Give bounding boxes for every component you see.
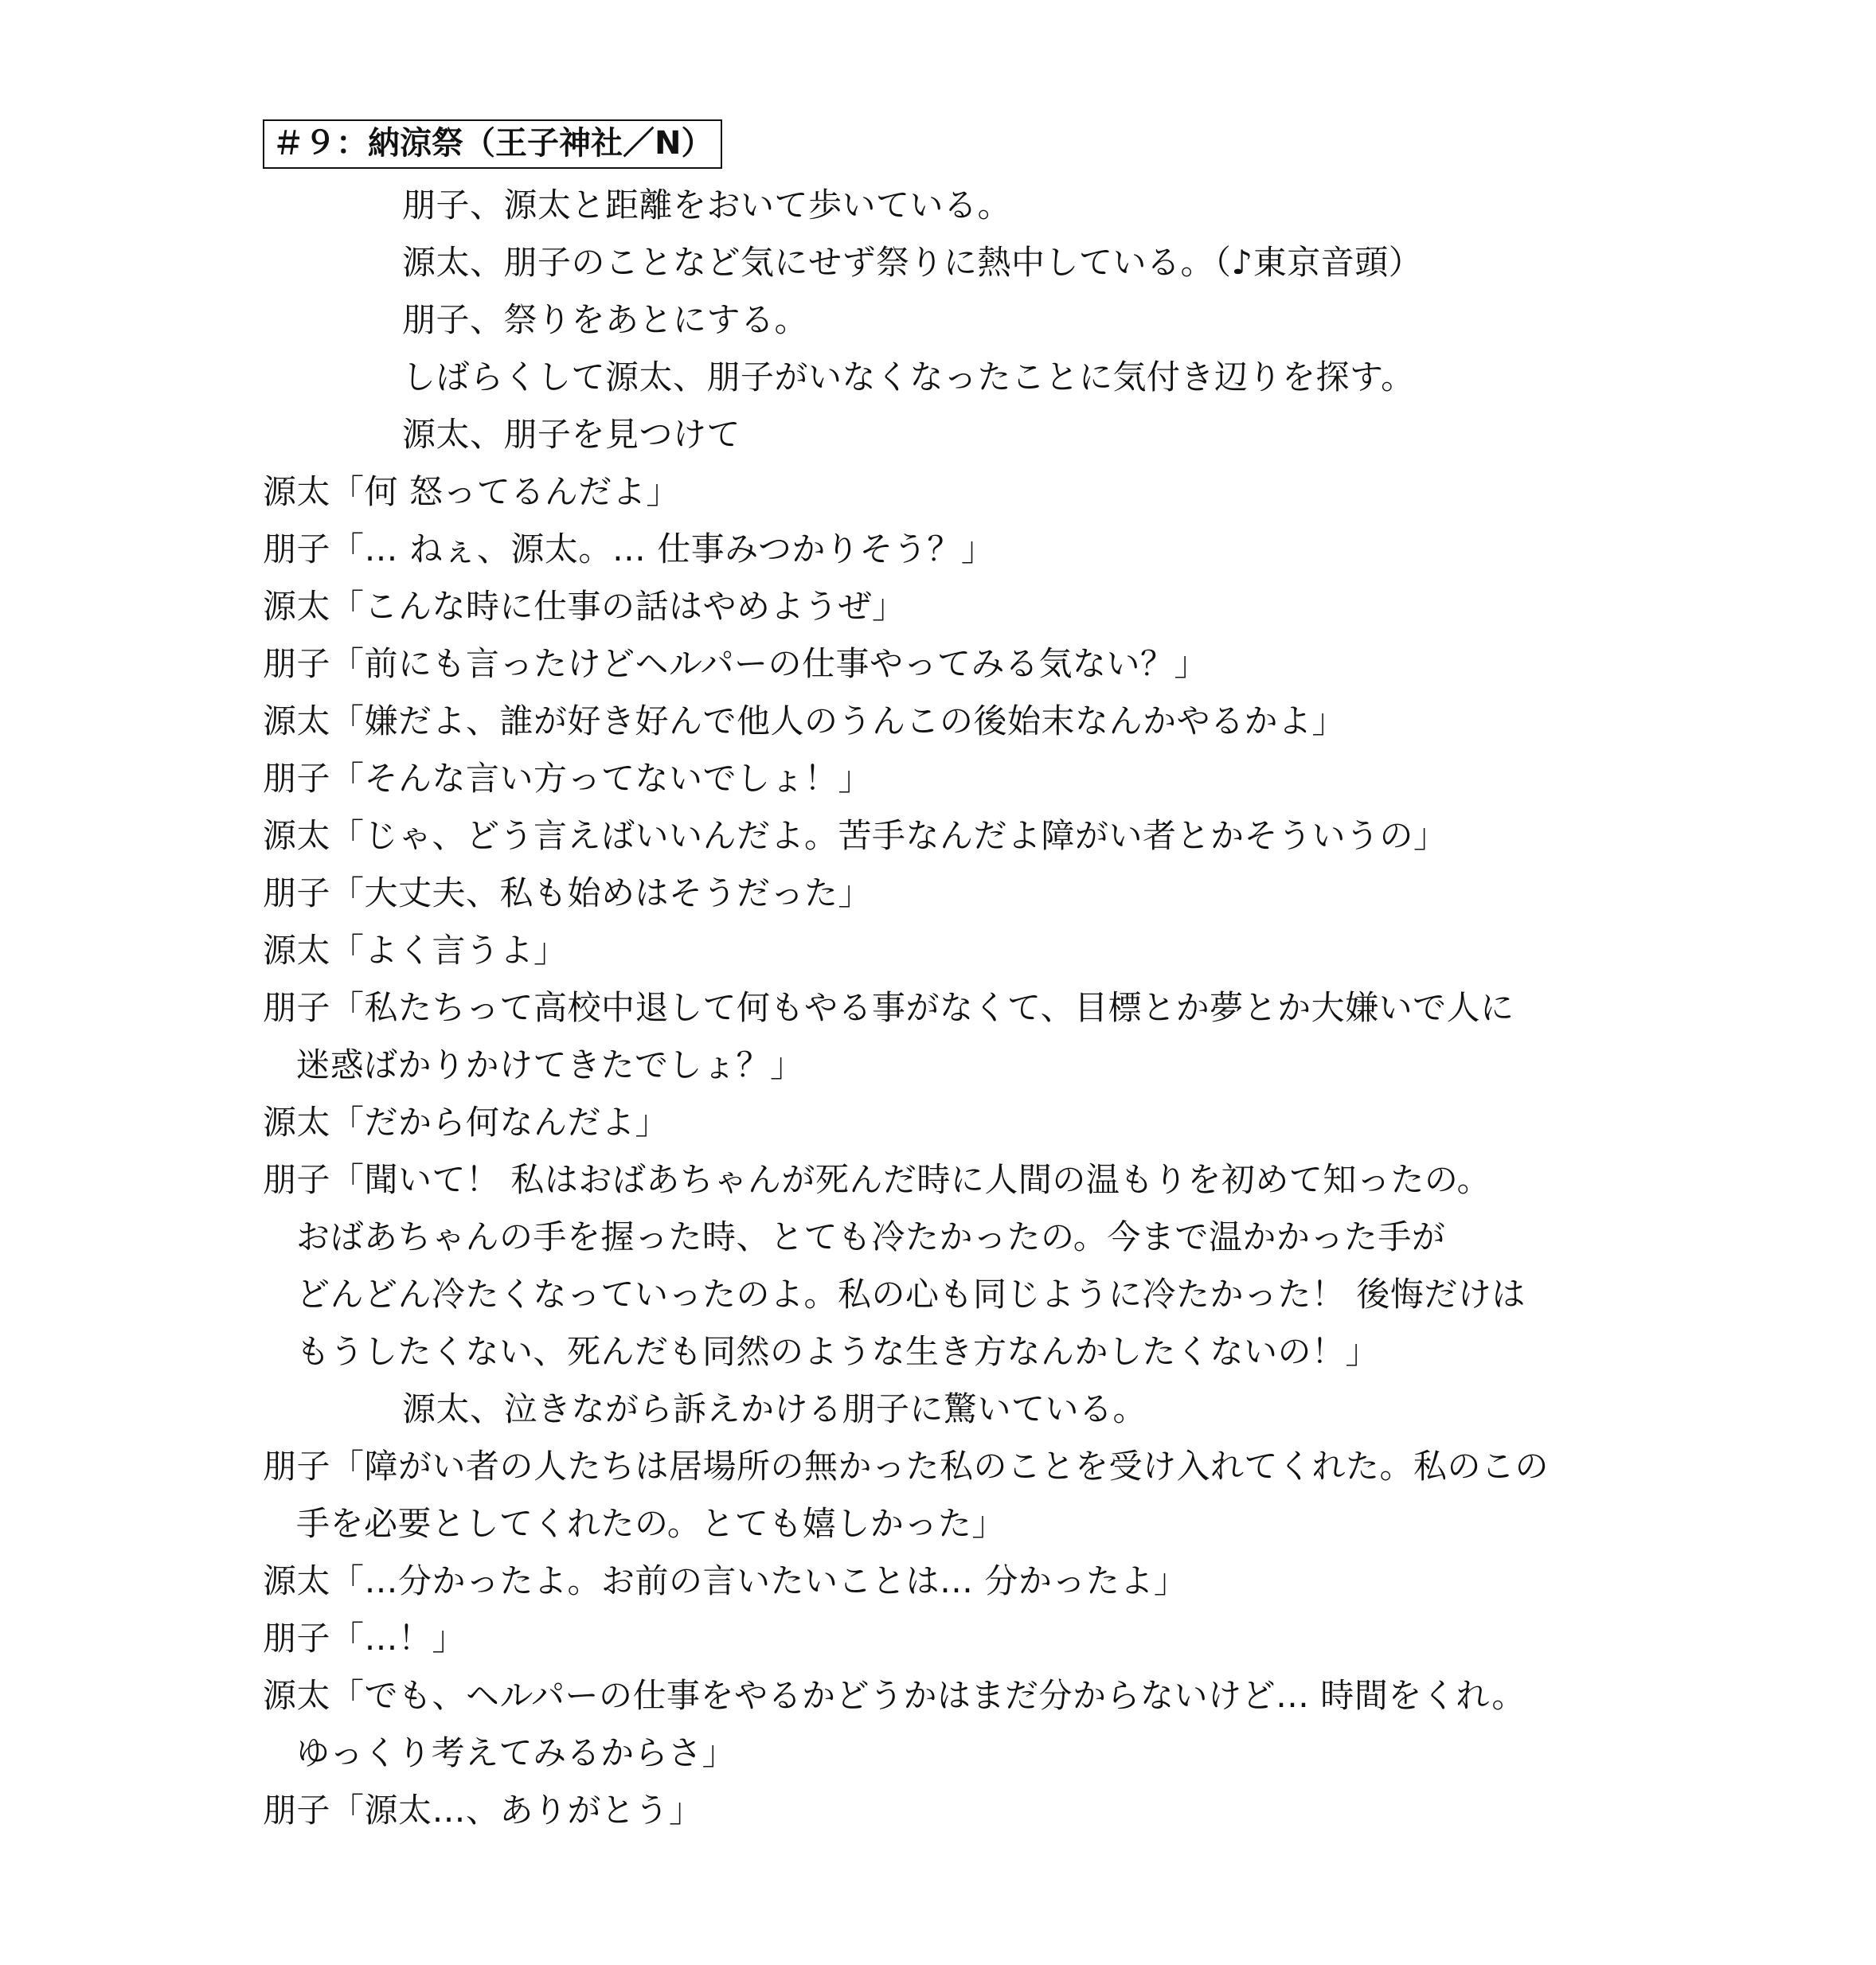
stage-direction: 朋子、源太と距離をおいて歩いている。 xyxy=(402,186,1012,225)
dialogue-line: 朋子「源太…、ありがとう」 xyxy=(263,1791,703,1830)
dialogue-line: 朋子「そんな言い方ってないでしょ！」 xyxy=(263,759,873,798)
dialogue-line: 朋子「私たちって高校中退して何もやる事がなくて、目標とか夢とか大嫌いで人に xyxy=(263,988,1514,1027)
dialogue-line: 源太「でも、ヘルパーの仕事をやるかどうかはまだ分からないけど… 時間をくれ。 xyxy=(263,1676,1526,1715)
dialogue-continuation: 迷惑ばかりかけてきたでしょ？」 xyxy=(296,1045,804,1084)
dialogue-line: 朋子「障がい者の人たちは居場所の無かった私のことを受け入れてくれた。私のこの xyxy=(263,1447,1550,1486)
dialogue-line: 源太「こんな時に仕事の話はやめようぜ」 xyxy=(263,587,906,626)
dialogue-line: 源太「何 怒ってるんだよ」 xyxy=(263,472,680,511)
dialogue-continuation: 手を必要としてくれたの。とても嬉しかった」 xyxy=(296,1504,1006,1543)
dialogue-line: 朋子「大丈夫、私も始めはそうだった」 xyxy=(263,873,873,912)
dialogue-continuation: ゆっくり考えてみるからさ」 xyxy=(296,1733,737,1772)
dialogue-line: 朋子「前にも言ったけどヘルパーの仕事やってみる気ない？」 xyxy=(263,644,1209,683)
scene-heading: ＃９：納涼祭（王子神社／N） xyxy=(263,119,722,169)
dialogue-line: 源太「よく言うよ」 xyxy=(263,931,568,970)
script-page xyxy=(263,119,1776,1839)
dialogue-line: 朋子「聞いて！ 私はおばあちゃんが死んだ時に人間の温もりを初めて知ったの。 xyxy=(263,1160,1491,1199)
dialogue-line: 源太「嫌だよ、誰が好き好んで他人のうんこの後始末なんかやるかよ」 xyxy=(263,701,1346,740)
dialogue-continuation: もうしたくない、死んだも同然のような生き方なんかしたくないの！」 xyxy=(296,1332,1380,1371)
stage-direction: 朋子、祭りをあとにする。 xyxy=(402,300,809,339)
dialogue-continuation: どんどん冷たくなっていったのよ。私の心も同じように冷たかった！ 後悔だけは xyxy=(296,1275,1526,1314)
dialogue-line: 朋子「… ねぇ、源太。… 仕事みつかりそう？」 xyxy=(263,529,995,568)
dialogue-line: 源太「だから何なんだよ」 xyxy=(263,1103,670,1142)
dialogue-continuation: おばあちゃんの手を握った時、とても冷たかったの。今まで温かかった手が xyxy=(296,1217,1446,1256)
dialogue-line: 源太「じゃ、どう言えばいいんだよ。苦手なんだよ障がい者とかそういうの」 xyxy=(263,816,1448,855)
stage-direction: 源太、泣きながら訴えかける朋子に驚いている。 xyxy=(402,1389,1147,1428)
stage-direction: 源太、朋子のことなど気にせず祭りに熱中している。（♪東京音頭） xyxy=(402,243,1423,282)
stage-direction: 源太、朋子を見つけて xyxy=(402,415,741,454)
stage-direction: しばらくして源太、朋子がいなくなったことに気付き辺りを探す。 xyxy=(402,357,1415,397)
dialogue-line: 源太「…分かったよ。お前の言いたいことは… 分かったよ」 xyxy=(263,1561,1188,1600)
dialogue-line: 朋子「…！」 xyxy=(263,1619,467,1658)
